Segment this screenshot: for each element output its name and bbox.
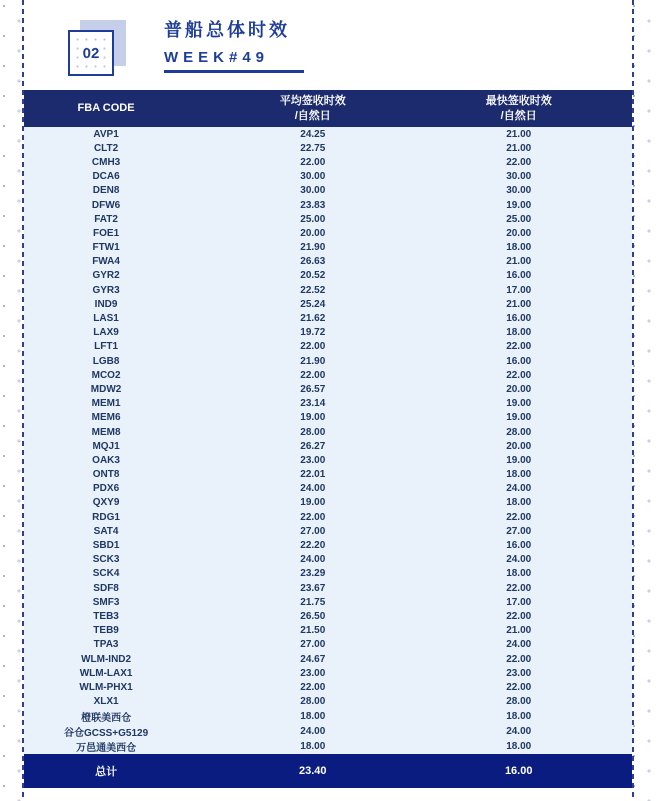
section-number-badge xyxy=(68,20,142,86)
total-row xyxy=(24,754,632,788)
fastest-days-cell: 22.00 xyxy=(437,581,632,595)
avg-days-cell: 24.00 xyxy=(188,482,437,496)
fba-code-cell: MEM6 xyxy=(24,411,188,425)
fastest-days-cell: 20.00 xyxy=(437,226,632,240)
table-row xyxy=(24,482,632,496)
fba-code-cell: CMH3 xyxy=(24,155,188,169)
total-avg-cell: 23.40 xyxy=(188,754,437,788)
avg-days-cell: 23.14 xyxy=(188,397,437,411)
fastest-days-cell: 19.00 xyxy=(437,198,632,212)
fba-code-cell: GYR3 xyxy=(24,283,188,297)
fba-code-cell: OAK3 xyxy=(24,453,188,467)
fastest-days-cell: 30.00 xyxy=(437,184,632,198)
fastest-days-cell: 16.00 xyxy=(437,269,632,283)
avg-days-cell: 21.62 xyxy=(188,311,437,325)
avg-days-cell: 23.29 xyxy=(188,567,437,581)
table-row xyxy=(24,326,632,340)
table-row xyxy=(24,283,632,297)
fba-code-cell: TEB9 xyxy=(24,624,188,638)
table-row xyxy=(24,609,632,623)
avg-days-cell: 18.00 xyxy=(188,709,437,724)
fba-code-cell: TPA3 xyxy=(24,638,188,652)
table-row xyxy=(24,595,632,609)
fba-code-cell: MCO2 xyxy=(24,368,188,382)
table-row xyxy=(24,510,632,524)
avg-days-cell: 22.20 xyxy=(188,538,437,552)
fastest-days-cell: 20.00 xyxy=(437,439,632,453)
avg-days-cell: 19.00 xyxy=(188,411,437,425)
fastest-days-cell: 22.00 xyxy=(437,155,632,169)
week-label: WEEK#49 xyxy=(164,49,270,66)
table-row xyxy=(24,739,632,754)
avg-days-cell: 20.52 xyxy=(188,269,437,283)
table-row xyxy=(24,538,632,552)
table-row xyxy=(24,269,632,283)
fastest-days-cell: 28.00 xyxy=(437,695,632,709)
page-title: 普船总体时效 xyxy=(164,20,290,40)
content-area xyxy=(24,0,632,801)
avg-days-cell: 25.00 xyxy=(188,212,437,226)
fastest-days-cell: 27.00 xyxy=(437,524,632,538)
avg-days-cell: 22.00 xyxy=(188,510,437,524)
fba-code-cell: SMF3 xyxy=(24,595,188,609)
fastest-days-cell: 28.00 xyxy=(437,425,632,439)
avg-days-cell: 25.24 xyxy=(188,297,437,311)
table-row xyxy=(24,496,632,510)
table-header xyxy=(24,90,632,127)
fba-code-cell: DFW6 xyxy=(24,198,188,212)
avg-days-cell: 22.00 xyxy=(188,340,437,354)
fba-code-cell: DCA6 xyxy=(24,170,188,184)
avg-days-cell: 20.00 xyxy=(188,226,437,240)
delivery-times-table xyxy=(24,90,632,788)
table-row xyxy=(24,638,632,652)
table-row xyxy=(24,311,632,325)
table-row xyxy=(24,652,632,666)
table-footer xyxy=(24,754,632,788)
avg-days-cell: 23.00 xyxy=(188,453,437,467)
table-row xyxy=(24,567,632,581)
fba-code-cell: 万邑通美西仓 xyxy=(24,739,188,754)
fastest-days-cell: 24.00 xyxy=(437,482,632,496)
table-row xyxy=(24,709,632,724)
fastest-days-cell: 18.00 xyxy=(437,709,632,724)
fba-code-cell: IND9 xyxy=(24,297,188,311)
table-row xyxy=(24,354,632,368)
fba-code-cell: GYR2 xyxy=(24,269,188,283)
fastest-days-cell: 18.00 xyxy=(437,326,632,340)
avg-days-cell: 24.67 xyxy=(188,652,437,666)
table-row xyxy=(24,241,632,255)
table-row xyxy=(24,212,632,226)
fastest-days-cell: 19.00 xyxy=(437,453,632,467)
avg-days-cell: 19.72 xyxy=(188,326,437,340)
fastest-days-cell: 17.00 xyxy=(437,283,632,297)
avg-days-cell: 30.00 xyxy=(188,170,437,184)
fastest-days-cell: 22.00 xyxy=(437,340,632,354)
fastest-days-cell: 25.00 xyxy=(437,212,632,226)
fba-code-cell: XLX1 xyxy=(24,695,188,709)
fastest-days-cell: 18.00 xyxy=(437,241,632,255)
avg-days-cell: 23.83 xyxy=(188,198,437,212)
fastest-days-cell: 22.00 xyxy=(437,368,632,382)
table-row xyxy=(24,368,632,382)
fastest-days-cell: 16.00 xyxy=(437,538,632,552)
avg-days-cell: 22.52 xyxy=(188,283,437,297)
fba-code-cell: MDW2 xyxy=(24,382,188,396)
fastest-days-cell: 24.00 xyxy=(437,638,632,652)
total-label-cell: 总计 xyxy=(24,754,188,788)
table-row xyxy=(24,724,632,739)
fba-code-cell: SAT4 xyxy=(24,524,188,538)
avg-days-cell: 21.75 xyxy=(188,595,437,609)
fba-code-cell: SBD1 xyxy=(24,538,188,552)
table-row xyxy=(24,453,632,467)
fba-code-cell: DEN8 xyxy=(24,184,188,198)
table-body xyxy=(24,127,632,754)
table-row xyxy=(24,297,632,311)
fastest-days-cell: 16.00 xyxy=(437,311,632,325)
table-row xyxy=(24,695,632,709)
avg-days-cell: 23.67 xyxy=(188,581,437,595)
table-row xyxy=(24,411,632,425)
avg-days-cell: 22.00 xyxy=(188,368,437,382)
fastest-days-cell: 18.00 xyxy=(437,567,632,581)
table-row xyxy=(24,524,632,538)
table-row xyxy=(24,155,632,169)
table-row xyxy=(24,198,632,212)
table-row xyxy=(24,425,632,439)
fba-code-cell: FWA4 xyxy=(24,255,188,269)
fba-code-cell: FOE1 xyxy=(24,226,188,240)
total-fastest-cell: 16.00 xyxy=(437,754,632,788)
fba-code-cell: AVP1 xyxy=(24,127,188,141)
avg-days-cell: 24.00 xyxy=(188,724,437,739)
fastest-days-cell: 19.00 xyxy=(437,411,632,425)
fba-code-cell: WLM-IND2 xyxy=(24,652,188,666)
fastest-days-cell: 18.00 xyxy=(437,739,632,754)
fastest-days-cell: 21.00 xyxy=(437,297,632,311)
fba-code-cell: 橙联美西仓 xyxy=(24,709,188,724)
fastest-days-cell: 22.00 xyxy=(437,510,632,524)
fastest-days-cell: 18.00 xyxy=(437,496,632,510)
fba-code-cell: LAX9 xyxy=(24,326,188,340)
avg-days-cell: 21.90 xyxy=(188,241,437,255)
section-number: 02 xyxy=(82,44,100,62)
fastest-days-cell: 19.00 xyxy=(437,397,632,411)
column-header-avg-days: 平均签收时效 /自然日 xyxy=(188,90,437,127)
avg-days-cell: 24.00 xyxy=(188,553,437,567)
table-row xyxy=(24,581,632,595)
fba-code-cell: LGB8 xyxy=(24,354,188,368)
avg-days-cell: 24.25 xyxy=(188,127,437,141)
fastest-days-cell: 22.00 xyxy=(437,609,632,623)
avg-days-cell: 26.27 xyxy=(188,439,437,453)
fastest-days-cell: 24.00 xyxy=(437,724,632,739)
table-row xyxy=(24,340,632,354)
fba-code-cell: SCK3 xyxy=(24,553,188,567)
fastest-days-cell: 16.00 xyxy=(437,354,632,368)
fba-code-cell: RDG1 xyxy=(24,510,188,524)
table-row xyxy=(24,553,632,567)
column-header-fba-code: FBA CODE xyxy=(24,90,188,127)
title-underline xyxy=(164,70,304,73)
avg-days-cell: 28.00 xyxy=(188,425,437,439)
fastest-days-cell: 21.00 xyxy=(437,127,632,141)
fba-code-cell: TEB3 xyxy=(24,609,188,623)
avg-days-cell: 22.01 xyxy=(188,468,437,482)
avg-days-cell: 19.00 xyxy=(188,496,437,510)
column-header-fastest-days: 最快签收时效 /自然日 xyxy=(437,90,632,127)
fba-code-cell: SDF8 xyxy=(24,581,188,595)
fastest-days-cell: 17.00 xyxy=(437,595,632,609)
fastest-days-cell: 18.00 xyxy=(437,468,632,482)
title-block xyxy=(164,16,304,73)
fba-code-cell: LFT1 xyxy=(24,340,188,354)
avg-days-cell: 27.00 xyxy=(188,524,437,538)
avg-days-cell: 27.00 xyxy=(188,638,437,652)
fba-code-cell: 谷仓GCSS+G5129 xyxy=(24,724,188,739)
fba-code-cell: MQJ1 xyxy=(24,439,188,453)
fba-code-cell: ONT8 xyxy=(24,468,188,482)
avg-days-cell: 22.00 xyxy=(188,155,437,169)
page-header xyxy=(24,0,632,90)
table-row xyxy=(24,680,632,694)
table-row xyxy=(24,255,632,269)
table-row xyxy=(24,666,632,680)
fba-code-cell: FTW1 xyxy=(24,241,188,255)
fba-code-cell: MEM1 xyxy=(24,397,188,411)
fastest-days-cell: 24.00 xyxy=(437,553,632,567)
fba-code-cell: WLM-LAX1 xyxy=(24,666,188,680)
right-dashed-rail xyxy=(632,0,634,801)
avg-days-cell: 21.90 xyxy=(188,354,437,368)
table-row xyxy=(24,141,632,155)
fba-code-cell: SCK4 xyxy=(24,567,188,581)
fastest-days-cell: 30.00 xyxy=(437,170,632,184)
avg-days-cell: 26.50 xyxy=(188,609,437,623)
avg-days-cell: 23.00 xyxy=(188,666,437,680)
fba-code-cell: QXY9 xyxy=(24,496,188,510)
avg-days-cell: 21.50 xyxy=(188,624,437,638)
fba-code-cell: WLM-PHX1 xyxy=(24,680,188,694)
fba-code-cell: MEM8 xyxy=(24,425,188,439)
avg-days-cell: 22.00 xyxy=(188,680,437,694)
avg-days-cell: 28.00 xyxy=(188,695,437,709)
table-row xyxy=(24,226,632,240)
fba-code-cell: FAT2 xyxy=(24,212,188,226)
fba-code-cell: CLT2 xyxy=(24,141,188,155)
fastest-days-cell: 21.00 xyxy=(437,255,632,269)
table-row xyxy=(24,624,632,638)
fastest-days-cell: 20.00 xyxy=(437,382,632,396)
fastest-days-cell: 22.00 xyxy=(437,680,632,694)
table-row xyxy=(24,127,632,141)
avg-days-cell: 30.00 xyxy=(188,184,437,198)
fba-code-cell: PDX6 xyxy=(24,482,188,496)
fba-code-cell: LAS1 xyxy=(24,311,188,325)
avg-days-cell: 26.57 xyxy=(188,382,437,396)
avg-days-cell: 26.63 xyxy=(188,255,437,269)
avg-days-cell: 22.75 xyxy=(188,141,437,155)
table-row xyxy=(24,439,632,453)
fastest-days-cell: 21.00 xyxy=(437,624,632,638)
fastest-days-cell: 23.00 xyxy=(437,666,632,680)
table-row xyxy=(24,184,632,198)
fastest-days-cell: 21.00 xyxy=(437,141,632,155)
table-row xyxy=(24,397,632,411)
table-row xyxy=(24,170,632,184)
avg-days-cell: 18.00 xyxy=(188,739,437,754)
table-row xyxy=(24,382,632,396)
table-row xyxy=(24,468,632,482)
badge-box xyxy=(68,30,114,76)
fastest-days-cell: 22.00 xyxy=(437,652,632,666)
